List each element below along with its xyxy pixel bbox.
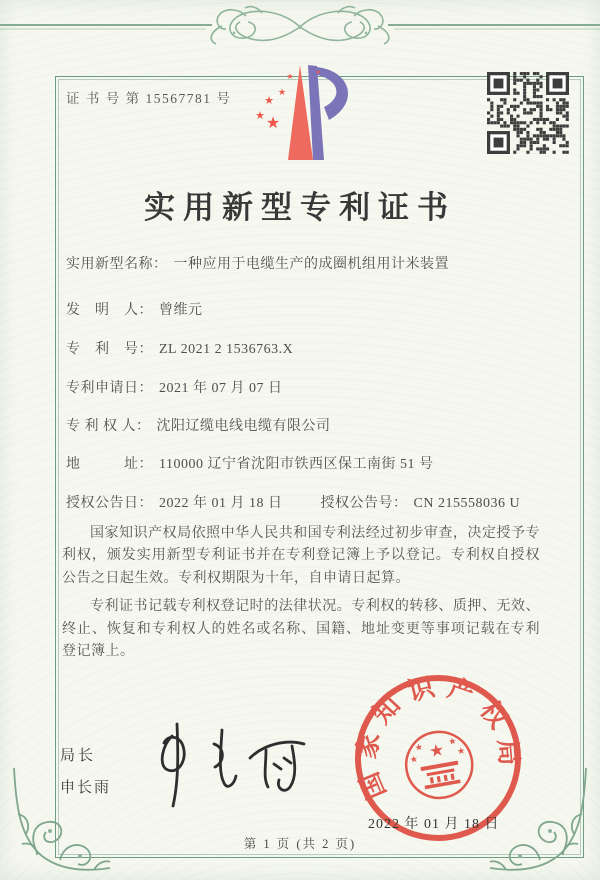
field-label: 实用新型名称： <box>66 257 168 272</box>
field-row-grant <box>66 492 572 512</box>
page-number: 第 1 页 (共 2 页) <box>243 837 357 851</box>
field-label: 授权公告日： <box>66 496 153 511</box>
field-row-address <box>66 453 572 473</box>
field-value: ZL 2021 2 1536763.X <box>159 342 294 357</box>
field-row-patentee <box>66 415 572 435</box>
field-value: 沈阳辽缆电线电缆有限公司 <box>156 419 331 434</box>
corner-ornament-left-icon <box>6 766 110 878</box>
svg-text:★: ★ <box>315 70 321 76</box>
svg-text:★: ★ <box>427 739 446 762</box>
field-label: 专 利 号： <box>66 342 153 357</box>
svg-text:★: ★ <box>413 741 424 753</box>
svg-text:★: ★ <box>408 753 419 765</box>
field-label: 地 址： <box>66 457 153 472</box>
svg-text:★: ★ <box>447 735 458 747</box>
field-value: 一种应用于电缆生产的成圈机组用计米装置 <box>173 257 449 272</box>
svg-text:★: ★ <box>286 72 294 81</box>
cnipa-logo-icon <box>240 60 370 165</box>
corner-ornament-right-icon <box>490 766 594 878</box>
qr-code <box>487 72 569 154</box>
svg-text:★: ★ <box>456 745 466 757</box>
field-value: 曾维元 <box>159 303 203 318</box>
director-title: 局长 <box>60 748 97 764</box>
seal-national-emblem-icon <box>401 727 477 803</box>
field-label-grant-no: 授权公告号： <box>320 496 408 511</box>
svg-text:★: ★ <box>265 115 281 132</box>
paragraph-grant-statement: 国家知识产权局依照中华人民共和国专利法经过初步审查，决定授予专利权，颁发实用新型专利证书并在专利登记簿上予以登记。专利权自授权公告之日起生效。专利权期限为十年，自申请日起算。 <box>62 526 540 586</box>
legal-paragraphs <box>62 523 540 669</box>
svg-text:★: ★ <box>255 110 265 122</box>
field-label: 专 利 权 人： <box>66 419 151 434</box>
field-value: 2022 年 01 月 18 日 <box>159 496 283 511</box>
director-signature <box>132 716 327 814</box>
svg-text:★: ★ <box>277 87 287 97</box>
field-label: 专利申请日： <box>66 381 153 396</box>
field-row-filing-date <box>66 377 572 397</box>
paragraph-register-statement: 专利证书记载专利权登记时的法律状况。专利权的转移、质押、无效、终止、恢复和专利权人的姓名或名称、国籍、地址变更等事项记载在专利登记簿上。 <box>62 599 540 659</box>
certificate-title: 实用新型专利证书 <box>144 190 456 225</box>
svg-text:★: ★ <box>264 95 274 107</box>
field-value: 110000 辽宁省沈阳市铁西区保工南街 51 号 <box>159 457 434 472</box>
issue-date: 2022 年 01 月 18 日 <box>368 817 500 832</box>
field-row-patent-no <box>66 338 572 358</box>
field-value: 2021 年 07 月 07 日 <box>159 381 283 396</box>
top-ornament-icon <box>0 0 600 52</box>
field-row-inventor <box>66 299 572 319</box>
field-value-grant-no: CN 215558036 U <box>413 496 521 511</box>
director-name: 申长雨 <box>60 780 112 796</box>
cert-number: 证 书 号 第 15567781 号 <box>66 91 232 106</box>
seal-text: 国家知识产权局 <box>352 672 524 804</box>
field-label: 发 明 人： <box>66 303 153 318</box>
field-row-name <box>66 253 572 273</box>
